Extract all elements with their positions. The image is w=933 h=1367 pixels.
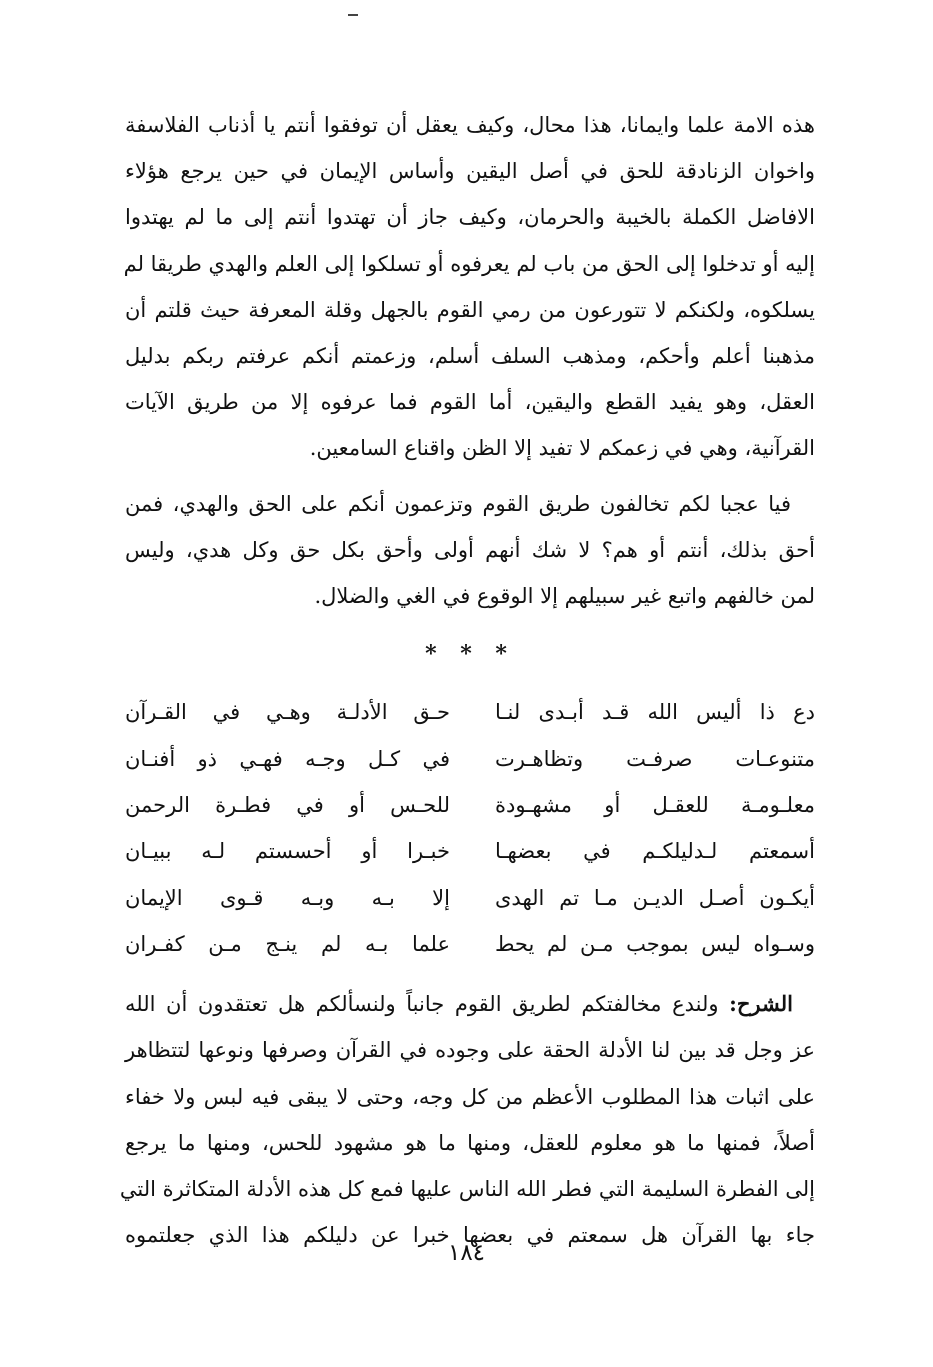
- poem-verse: [125, 736, 815, 782]
- verse-second-hemistich: خبـرا أو أحسستم لـه ببيـان: [125, 839, 450, 864]
- text-line: إلى الفطرة السليمة التي فطر الله الناس عليها فمع كل هذه الأدلة المتكاثرة التي: [119, 1177, 815, 1202]
- paragraph-3-commentary: [119, 981, 815, 1258]
- verse-first-hemistich: أيكـون أصـل الديـن مـا تم الهدى: [495, 885, 815, 910]
- text-line: مذهبنا أعلم وأحكم، ومذهب السلف أسلم، وزعمتم أنكم عرفتم ربكم بدليل: [125, 344, 815, 369]
- text-line: فيا عجبا لكم تخالفون طريق القوم وتزعمون أنكم على الحق والهدي، فمن: [125, 491, 791, 516]
- text-line: [125, 981, 815, 1027]
- commentary-label: الشرح:: [729, 991, 793, 1017]
- verse-second-hemistich: حـق الأدلـة وهـي في القـرآن: [125, 700, 450, 725]
- verse-first-hemistich: أسمعتم لـدليلكـم في بعضهـا: [495, 839, 815, 864]
- commentary-first-line: ولندع مخالفتكم لطريق القوم جانباً ولنسألكم هل تعتقدون أن الله: [125, 992, 719, 1017]
- paragraph-1: [125, 102, 815, 472]
- verse-first-hemistich: وسـواه ليس بموجب مـن لم يحط: [495, 932, 815, 957]
- text-line: هذه الامة علما وايمانا، هذا محال، وكيف يعقل أن توفقوا أنتم يا أذناب الفلاسفة: [125, 113, 815, 137]
- paragraph-2: [125, 481, 815, 620]
- top-dash-mark: [348, 14, 358, 16]
- text-line: يسلكوه، ولكنكم لا تتورعون من رمي القوم بالجهل وقلة المعرفة حيث قلتم أن: [125, 297, 815, 322]
- text-line: الافاضل الكملة بالخيبة والحرمان، وكيف جاز أن تهتدوا أنتم إلى ما لم يهتدوا: [125, 205, 815, 230]
- text-line: لمن خالفهم واتبع غير سبيلهم إلا الوقوع في الغي والضلال.: [314, 584, 815, 609]
- verse-first-hemistich: متنوعـات صرفـت وتظاهـرت: [495, 746, 815, 771]
- verse-second-hemistich: للحـس أو في فطـرة الرحمن: [125, 793, 450, 818]
- poem-verse: [125, 782, 815, 828]
- verse-first-hemistich: دع ذا أليس الله قـد أبـدى لنـا: [495, 700, 815, 725]
- text-line: واخوان الزنادقة للحق في أصل اليقين وأساس الإيمان في حين يرجع هؤلاء: [125, 159, 815, 184]
- poem: [125, 689, 815, 979]
- verse-second-hemistich: إلا بـه وبـه قـوى الإيمان: [125, 885, 450, 910]
- text-line: إليه أو تدخلوا إلى الحق من باب لم يعرفوه أو تسلكوا إلى العلم والهدي طريقا لم: [123, 251, 815, 276]
- verse-second-hemistich: في كـل وجـه فهـي ذو أفنـان: [125, 746, 450, 771]
- section-separator: * * *: [425, 641, 515, 668]
- text-line: أحق بذلك، أنتم أو هم؟ لا شك أنهم أولى وأحق بكل حق وكل هدي، وليس: [125, 537, 815, 562]
- page-number: ١٨٤: [447, 1240, 486, 1266]
- text-line: على اثبات هذا المطلوب الأعظم من كل وجه، وحتى لا يبقى فيه لبس ولا خفاء: [125, 1084, 815, 1109]
- poem-verse: [125, 875, 815, 921]
- text-line: أصلاً، فمنها ما هو معلوم للعقل، ومنها ما هو مشهود للحس، ومنها ما يرجع: [125, 1130, 815, 1155]
- text-line: عز وجل قد بين لنا الأدلة الحقة على وجوده في القرآن وصرفها ونوعها لتتظاهر: [125, 1038, 815, 1063]
- text-line: جاء بها القرآن هل سمعتم في بعضها خبرا عن دليلكم هذا الذي جعلتموه: [125, 1223, 815, 1248]
- text-line: القرآنية، وهي في زعمكم لا تفيد إلا الظن واقناع السامعين.: [309, 436, 815, 461]
- verse-second-hemistich: علما بـه لم ينـج مـن كفـران: [125, 932, 450, 957]
- poem-verse: [125, 689, 815, 735]
- poem-verse: [125, 828, 815, 874]
- page-body: [119, 102, 815, 1258]
- poem-verse: [125, 921, 815, 967]
- verse-first-hemistich: معلـومـة للعقـل أو مشهـودة: [495, 793, 815, 818]
- text-line: العقل، وهو يفيد القطع واليقين، أما القوم فما عرفوه إلا من طريق الآيات: [125, 390, 815, 415]
